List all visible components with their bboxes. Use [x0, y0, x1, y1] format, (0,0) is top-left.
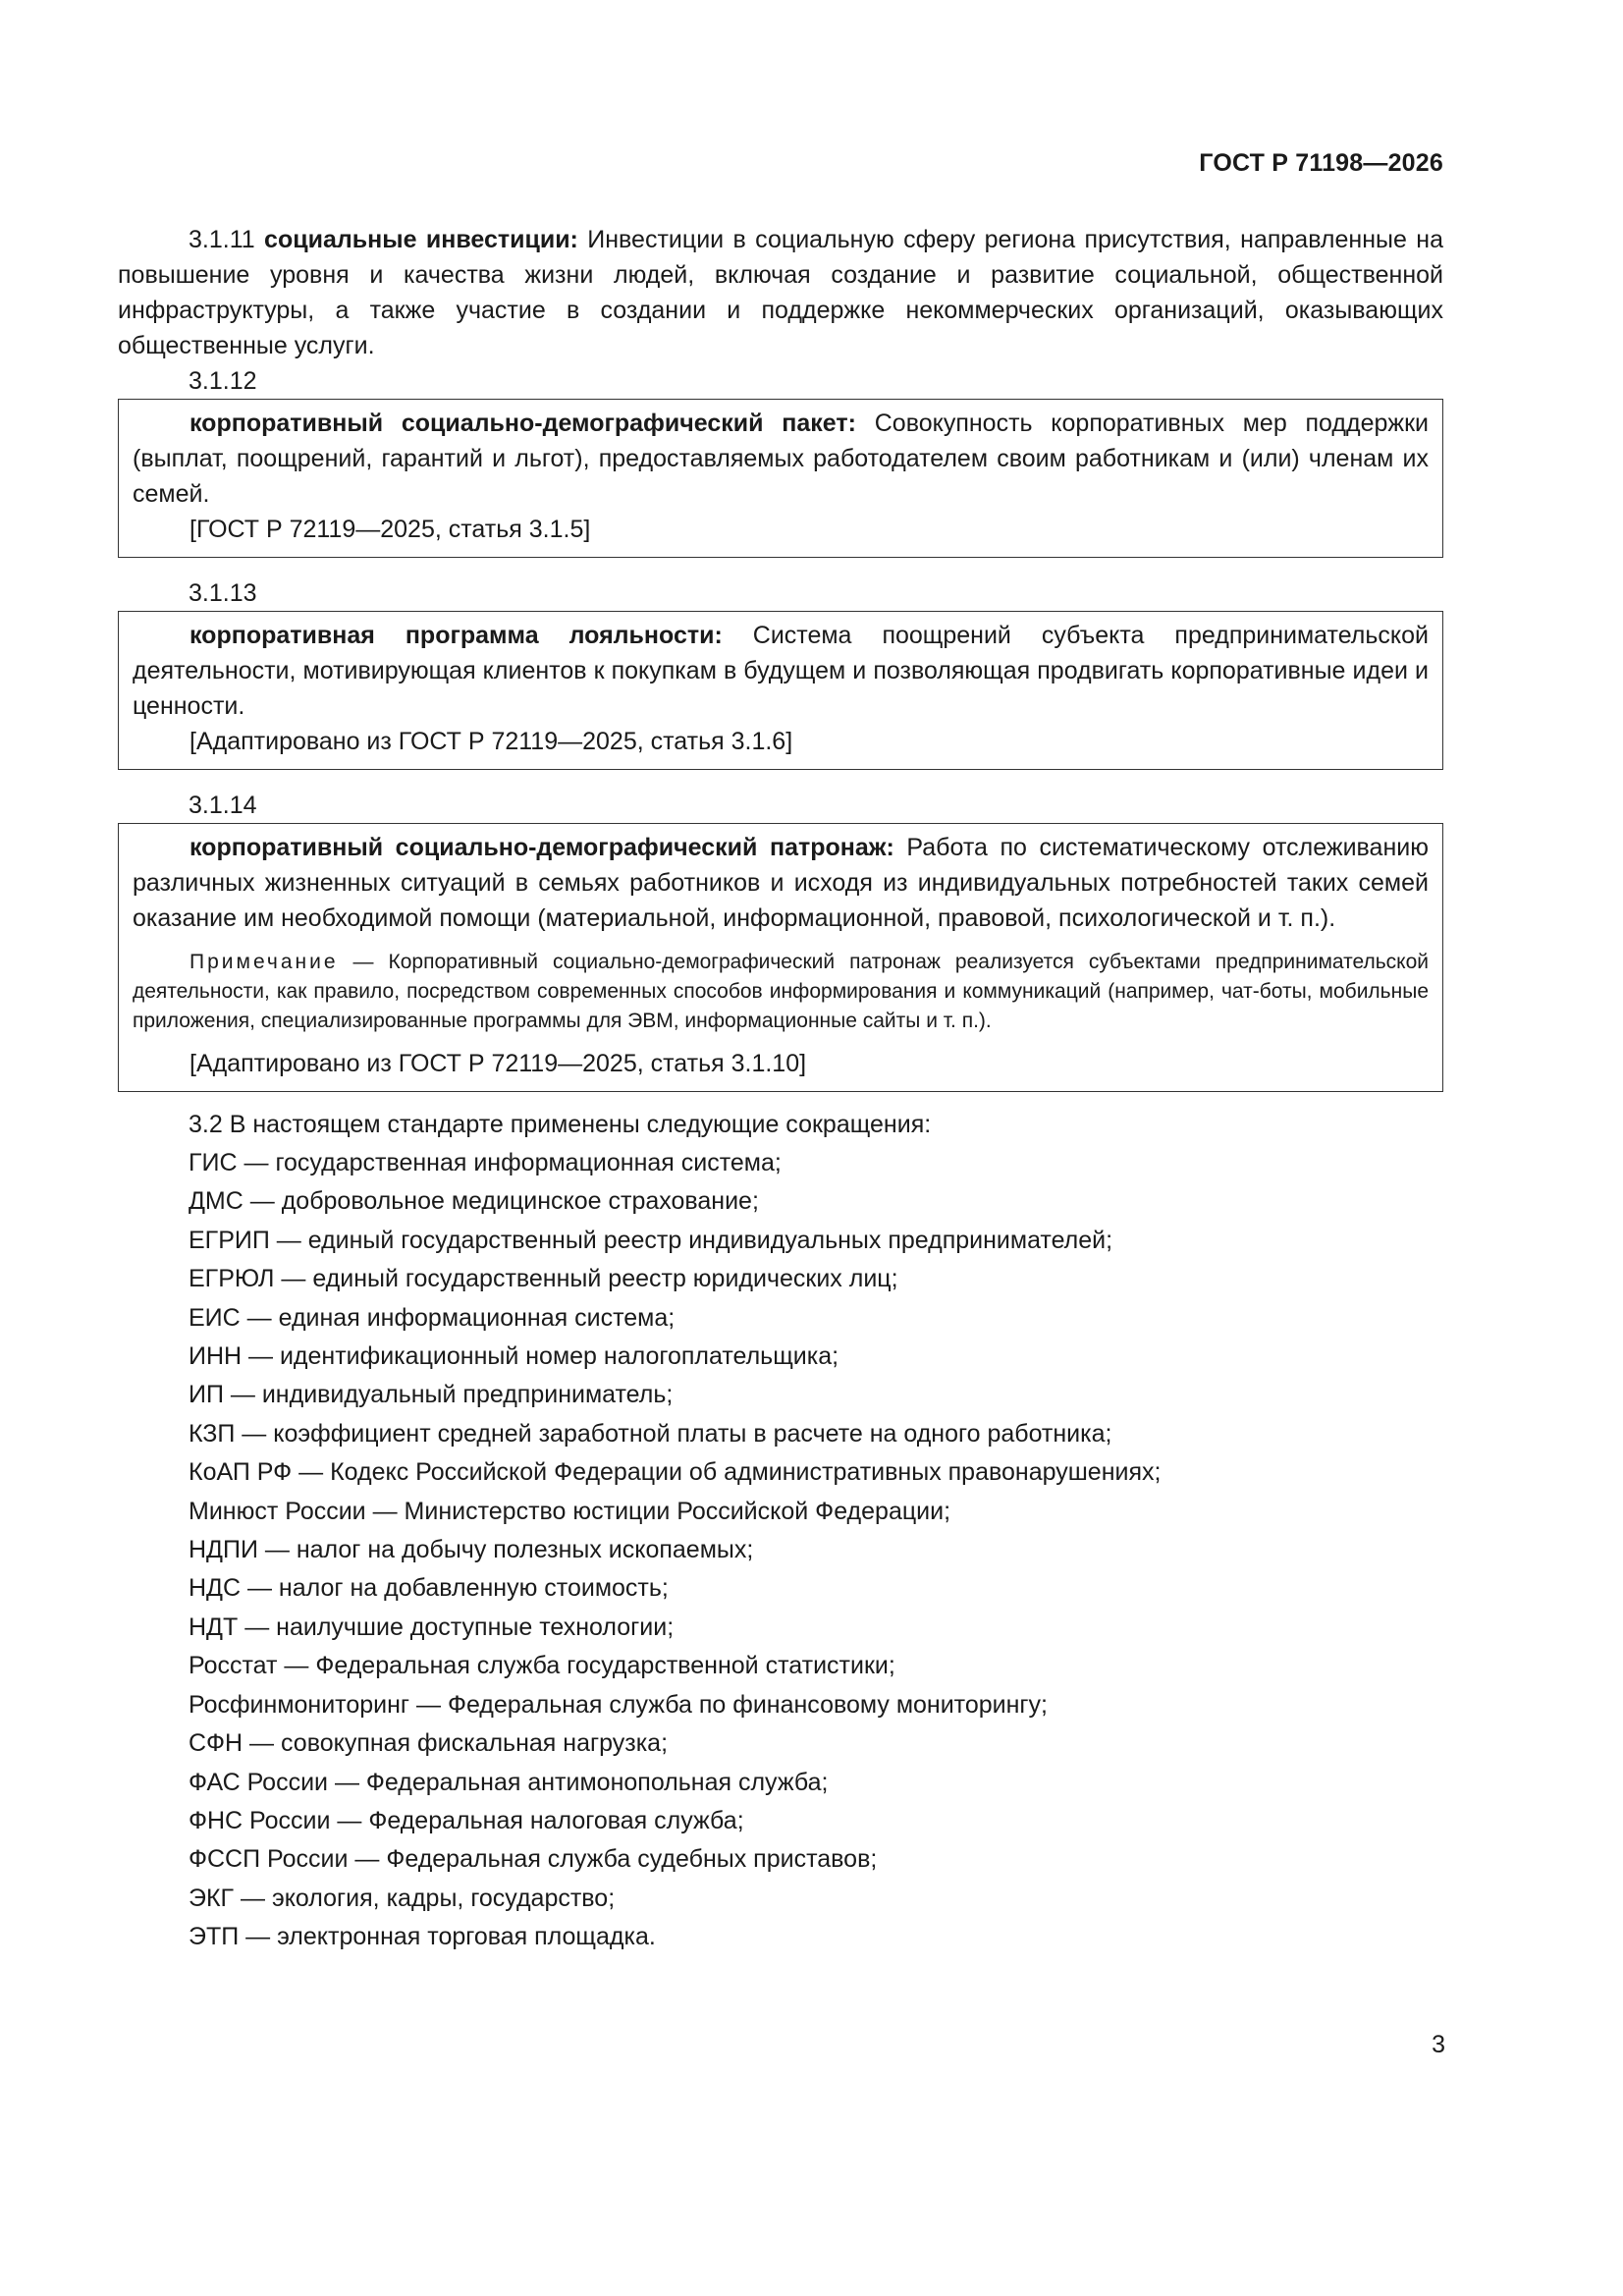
- term-number-3-1-14: 3.1.14: [189, 792, 257, 819]
- document-body: [118, 222, 1443, 1957]
- abbreviation-item: ИП — индивидуальный предприниматель;: [189, 1381, 674, 1409]
- term-entry-3-1-14: [133, 830, 1429, 936]
- term-source: [ГОСТ Р 72119—2025, статья 3.1.5]: [189, 516, 591, 543]
- term-entry-3-1-13: [133, 618, 1429, 724]
- term-definition: Совокупность корпоративных мер поддержки (выплат, поощрений, гарантий и льгот), предоставляемых работодателем своим работникам и (или) членам их семей.: [133, 410, 1429, 508]
- abbreviation-item: ФССП России — Федеральная служба судебных приставов;: [189, 1845, 878, 1874]
- term-definition: Система поощрений субъекта предпринимательской деятельности, мотивирующая клиентов к покупкам в будущем и позволяющая продвигать корпоративные идеи и ценности.: [133, 622, 1429, 720]
- term-box-3-1-14: [118, 823, 1443, 1092]
- abbreviation-item: ГИС — государственная информационная система;: [189, 1149, 782, 1176]
- abbreviations-list: [118, 1144, 1443, 1957]
- term-number-3-1-12: 3.1.12: [189, 367, 257, 395]
- term-definition: Работа по систематическому отслеживанию различных жизненных ситуаций в семьях работников и исходя из индивидуальных потребностей таких семей оказание им необходимой помощи (материальной, информационной, правовой, психологической и т. п.).: [133, 834, 1429, 932]
- abbreviation-item: КЗП — коэффициент средней заработной платы в расчете на одного работника;: [189, 1419, 1112, 1448]
- term-title: корпоративная программа лояльности:: [189, 622, 723, 649]
- abbreviation-item: Минюст России — Министерство юстиции Российской Федерации;: [189, 1497, 951, 1525]
- abbreviation-item: НДТ — наилучшие доступные технологии;: [189, 1613, 675, 1641]
- term-note: [133, 948, 1429, 1036]
- abbreviation-item: Росстат — Федеральная служба государственной статистики;: [189, 1652, 895, 1680]
- abbreviation-item: ФНС России — Федеральная налоговая служба;: [189, 1806, 744, 1834]
- term-box-3-1-13: [118, 611, 1443, 770]
- abbreviation-item: НДС — налог на добавленную стоимость;: [189, 1574, 669, 1603]
- abbreviation-item: КоАП РФ — Кодекс Российской Федерации об административных правонарушениях;: [189, 1458, 1162, 1487]
- term-title: корпоративный социально-демографический патронаж:: [189, 834, 894, 861]
- term-number-3-1-13: 3.1.13: [189, 579, 257, 607]
- document-header: ГОСТ Р 71198—2026: [1199, 149, 1443, 177]
- note-text: — Корпоративный социально-демографический патронаж реализуется субъектами предпринимательской деятельности, как правило, посредством современных способов информирования и коммуникаций (например, чат-боты, мобильные приложения, специализированные программы для ЭВМ, информационные сайты и т. п.).: [133, 951, 1429, 1032]
- term-source: [Адаптировано из ГОСТ Р 72119—2025, статья 3.1.6]: [189, 728, 793, 755]
- term-title: социальные инвестиции:: [264, 226, 578, 253]
- term-number: 3.1.11: [189, 226, 255, 253]
- term-entry-3-1-12: [133, 406, 1429, 512]
- page-number: 3: [1432, 2031, 1445, 2058]
- abbreviation-item: ЭТП — электронная торговая площадка.: [189, 1923, 656, 1951]
- abbreviations-intro: 3.2 В настоящем стандарте применены следующие сокращения:: [189, 1111, 932, 1138]
- abbreviation-item: Росфинмониторинг — Федеральная служба по финансовому мониторингу;: [189, 1690, 1048, 1719]
- term-source: [Адаптировано из ГОСТ Р 72119—2025, статья 3.1.10]: [189, 1050, 807, 1077]
- abbreviation-item: НДПИ — налог на добычу полезных ископаемых;: [189, 1536, 754, 1564]
- abbreviation-item: ЭКГ — экология, кадры, государство;: [189, 1884, 616, 1912]
- abbreviation-item: ЕИС — единая информационная система;: [189, 1303, 676, 1332]
- abbreviation-item: ЕГРИП — единый государственный реестр индивидуальных предпринимателей;: [189, 1226, 1113, 1254]
- abbreviation-item: ДМС — добровольное медицинское страхование;: [189, 1187, 759, 1216]
- abbreviation-item: ИНН — идентификационный номер налогоплательщика;: [189, 1342, 839, 1371]
- abbreviation-item: ФАС России — Федеральная антимонопольная служба;: [189, 1768, 829, 1796]
- abbreviation-item: ЕГРЮЛ — единый государственный реестр юридических лиц;: [189, 1265, 898, 1293]
- term-box-3-1-12: [118, 399, 1443, 558]
- term-entry-3-1-11: [118, 222, 1443, 363]
- abbreviation-item: СФН — совокупная фискальная нагрузка;: [189, 1729, 669, 1758]
- term-definition: Инвестиции в социальную сферу региона присутствия, направленные на повышение уровня и качества жизни людей, включая создание и развитие социальной, общественной инфраструктуры, а также участие в создании и поддержке некоммерческих организаций, оказывающих общественные услуги.: [118, 226, 1443, 359]
- term-title: корпоративный социально-демографический пакет:: [189, 410, 856, 437]
- note-label: Примечание: [189, 951, 339, 973]
